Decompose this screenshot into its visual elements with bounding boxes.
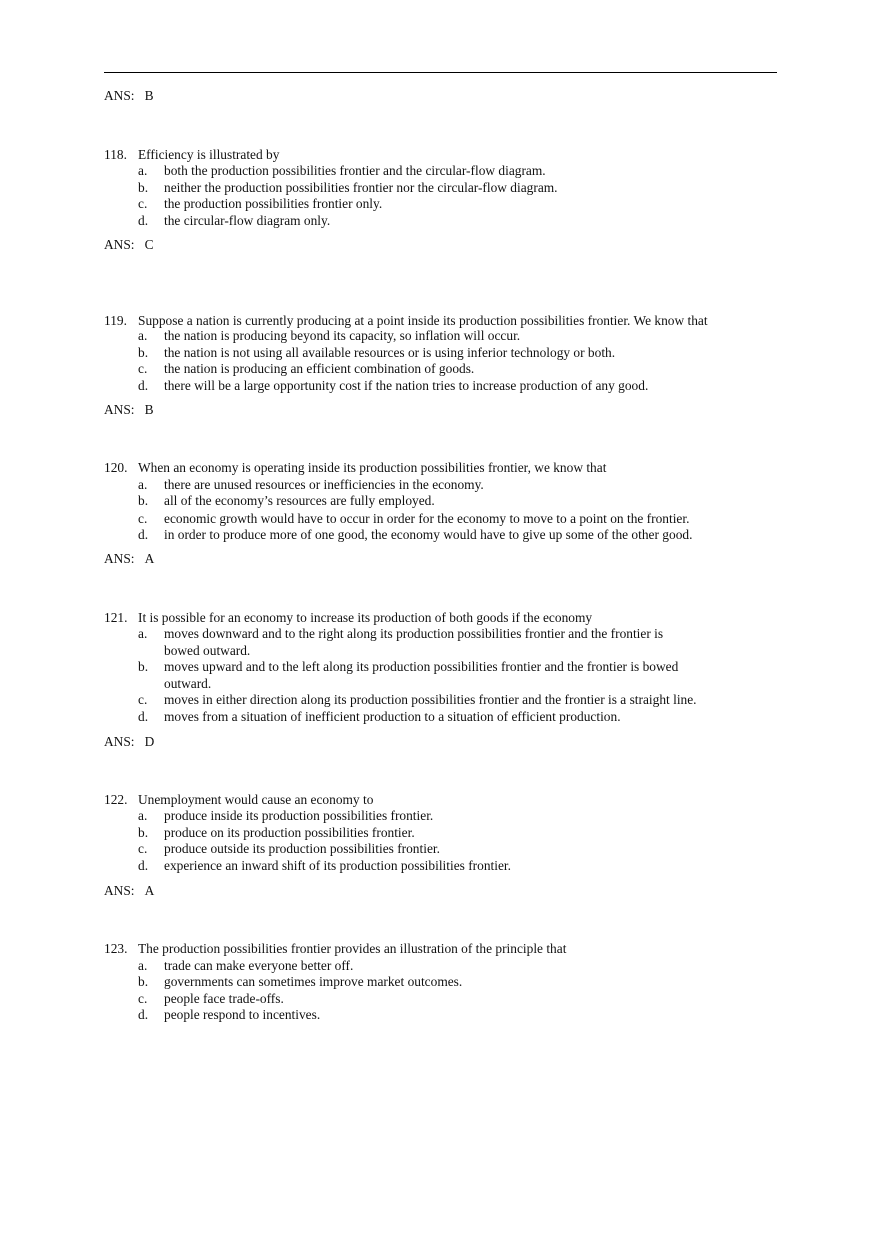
option-letter: d.: [138, 527, 149, 542]
answer-line: [104, 883, 154, 899]
option-letter: c.: [138, 511, 148, 526]
question-number: 119.: [104, 313, 127, 328]
option-letter: a.: [138, 626, 148, 641]
answer-line: [104, 734, 154, 750]
question-number: 121.: [104, 610, 128, 625]
question-text: It is possible for an economy to increase its production of both goods if the economy: [138, 610, 593, 625]
option-text: trade can make everyone better off.: [164, 958, 354, 973]
option-text: all of the economy’s resources are fully employed.: [164, 493, 435, 508]
option-letter: b.: [138, 974, 149, 989]
option-text: the production possibilities frontier only.: [164, 196, 383, 211]
option-letter: b.: [138, 659, 149, 674]
answer-label: ANS:: [104, 883, 135, 898]
answer-line: [104, 88, 154, 104]
option-text: the circular-flow diagram only.: [164, 213, 331, 228]
option-text: moves upward and to the left along its production possibilities frontier and the frontier is bowed: [164, 659, 679, 674]
question-text: The production possibilities frontier provides an illustration of the principle that: [138, 941, 567, 956]
option-text: the nation is not using all available resources or is using inferior technology or both.: [164, 345, 616, 360]
option-text: governments can sometimes improve market outcomes.: [164, 974, 463, 989]
option-text: both the production possibilities frontier and the circular-flow diagram.: [164, 163, 546, 178]
option-text: economic growth would have to occur in order for the economy to move to a point on the frontier.: [164, 511, 690, 526]
question-text: Unemployment would cause an economy to: [138, 792, 374, 807]
option-letter: a.: [138, 958, 148, 973]
option-letter: b.: [138, 345, 149, 360]
option-letter: d.: [138, 858, 149, 873]
option-text: in order to produce more of one good, the economy would have to give up some of the other good.: [164, 527, 693, 542]
option-letter: c.: [138, 196, 148, 211]
answer-line: [104, 237, 154, 253]
option-letter: c.: [138, 991, 148, 1006]
question-number: 118.: [104, 147, 127, 162]
option-text: people respond to incentives.: [164, 1007, 321, 1022]
option-text: there are unused resources or inefficiencies in the economy.: [164, 477, 484, 492]
option-text: produce outside its production possibilities frontier.: [164, 841, 440, 856]
option-letter: b.: [138, 493, 149, 508]
option-text: produce inside its production possibilities frontier.: [164, 808, 434, 823]
question-number: 123.: [104, 941, 128, 956]
option-letter: b.: [138, 825, 149, 840]
option-letter: a.: [138, 477, 148, 492]
option-letter: c.: [138, 361, 148, 376]
answer-line: [104, 402, 154, 418]
answer-label: ANS:: [104, 88, 135, 103]
answer-label: ANS:: [104, 237, 135, 252]
answer-value: A: [144, 883, 155, 898]
question-text: Suppose a nation is currently producing at a point inside its production possibilities frontier. We know that: [138, 313, 708, 328]
question-number: 122.: [104, 792, 128, 807]
option-text: moves downward and to the right along its production possibilities frontier and the frontier is: [164, 626, 664, 641]
answer-value: A: [144, 551, 155, 566]
option-text: moves in either direction along its production possibilities frontier and the frontier is a straight line.: [164, 692, 697, 707]
answer-value: B: [144, 402, 154, 417]
answer-label: ANS:: [104, 402, 135, 417]
option-letter: d.: [138, 213, 149, 228]
answer-line: [104, 551, 154, 567]
option-letter: d.: [138, 709, 149, 724]
answer-value: D: [144, 734, 155, 749]
option-letter: a.: [138, 163, 148, 178]
question-number: 120.: [104, 460, 128, 475]
option-text-continued: outward.: [164, 676, 212, 691]
option-text-continued: bowed outward.: [164, 643, 251, 658]
option-letter: c.: [138, 841, 148, 856]
answer-label: ANS:: [104, 734, 135, 749]
question-text: Efficiency is illustrated by: [138, 147, 280, 162]
option-text: neither the production possibilities frontier nor the circular-flow diagram.: [164, 180, 558, 195]
option-letter: a.: [138, 328, 148, 343]
option-letter: d.: [138, 1007, 149, 1022]
top-rule: [104, 72, 777, 73]
question-text: When an economy is operating inside its production possibilities frontier, we know that: [138, 460, 607, 475]
option-text: the nation is producing beyond its capacity, so inflation will occur.: [164, 328, 521, 343]
option-letter: a.: [138, 808, 148, 823]
option-text: people face trade-offs.: [164, 991, 284, 1006]
option-text: produce on its production possibilities frontier.: [164, 825, 415, 840]
option-letter: d.: [138, 378, 149, 393]
option-text: moves from a situation of inefficient production to a situation of efficient production.: [164, 709, 621, 724]
answer-label: ANS:: [104, 551, 135, 566]
option-text: there will be a large opportunity cost if the nation tries to increase production of any good.: [164, 378, 649, 393]
answer-value: C: [144, 237, 154, 252]
answer-value: B: [144, 88, 154, 103]
option-text: the nation is producing an efficient combination of goods.: [164, 361, 475, 376]
option-letter: c.: [138, 692, 148, 707]
option-letter: b.: [138, 180, 149, 195]
option-text: experience an inward shift of its production possibilities frontier.: [164, 858, 511, 873]
